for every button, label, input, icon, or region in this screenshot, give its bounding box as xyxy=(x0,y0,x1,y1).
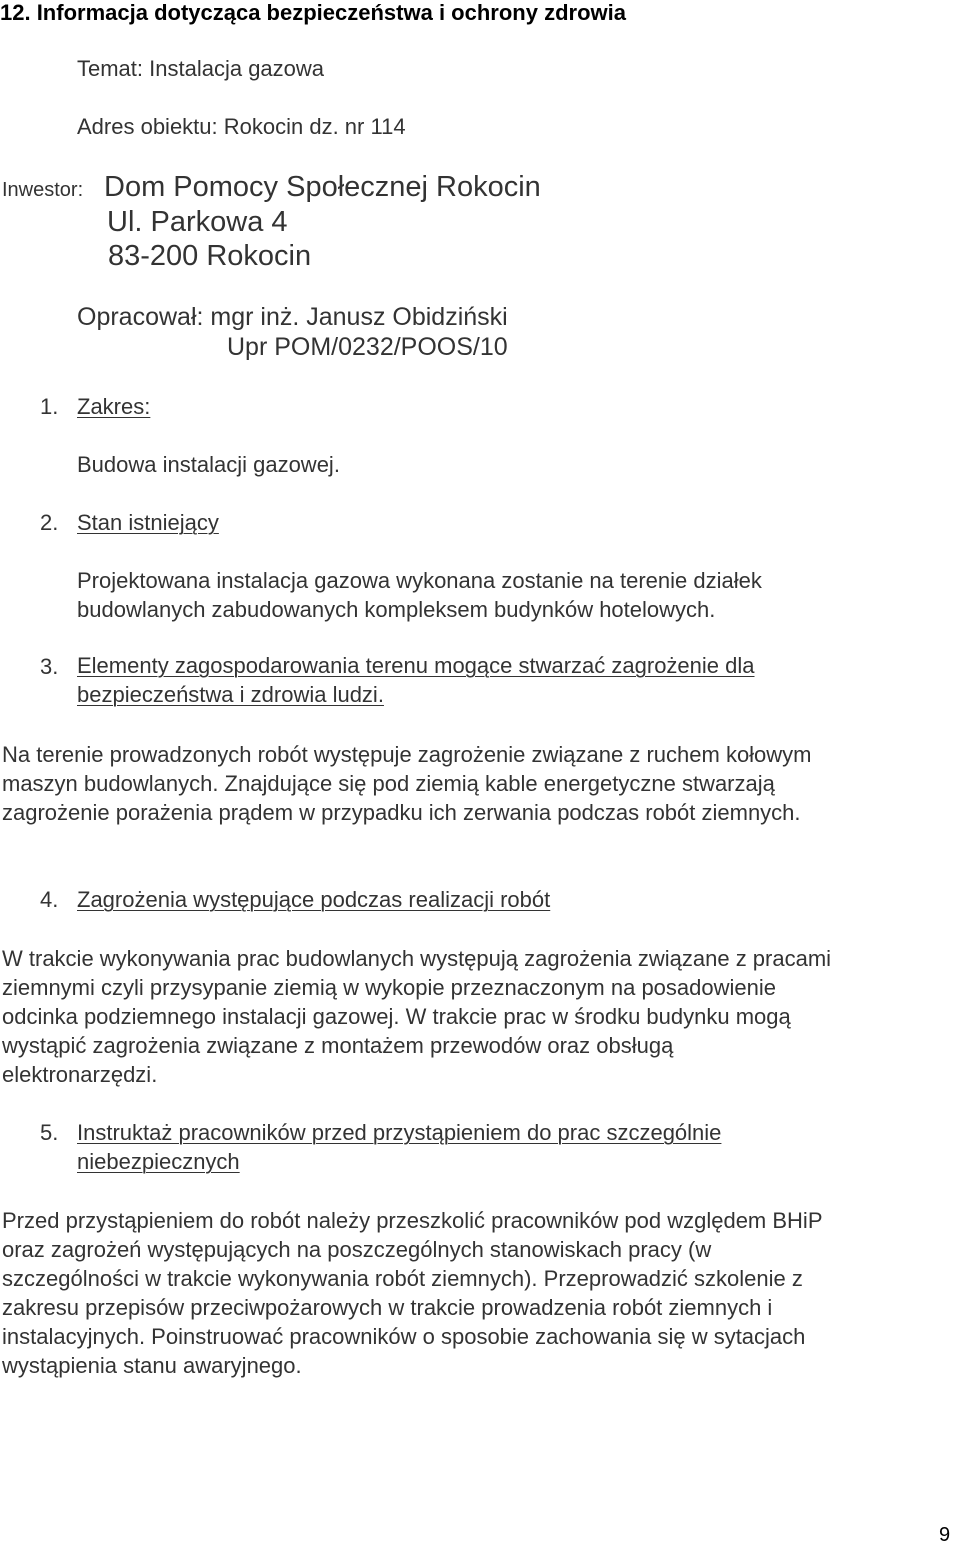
section-5-body xyxy=(2,1206,823,1380)
topic-line: Temat: Instalacja gazowa xyxy=(77,56,325,81)
section-5-body-line: Przed przystąpieniem do robót należy przeszkolić pracowników pod względem BHiP xyxy=(2,1208,823,1233)
section-2-number: 2. xyxy=(40,510,59,535)
section-3-number: 3. xyxy=(40,654,59,679)
investor-street: Ul. Parkowa 4 xyxy=(107,206,288,238)
section-3-heading xyxy=(77,651,755,709)
section-2-body-line: budowlanych zabudowanych kompleksem budynków hotelowych. xyxy=(77,597,716,622)
section-3-body-line: maszyn budowlanych. Znajdujące się pod ziemią kable energetyczne stwarzają xyxy=(2,771,775,796)
author-permit: Upr POM/0232/POOS/10 xyxy=(227,333,508,361)
section-5-body-line: zakresu przepisów przeciwpożarowych w trakcie prowadzenia robót ziemnych i xyxy=(2,1295,773,1320)
section-5-body-line: szczególności w trakcie wykonywania robót ziemnych). Przeprowadzić szkolenie z xyxy=(2,1266,803,1291)
section-4-body xyxy=(2,944,831,1089)
section-5-heading-line: niebezpiecznych xyxy=(77,1149,240,1174)
section-3-body-line: zagrożenie porażenia prądem w przypadku ich zerwania podczas robót ziemnych. xyxy=(2,800,801,825)
section-5-number: 5. xyxy=(40,1120,59,1145)
section-1-number: 1. xyxy=(40,394,59,419)
section-4-body-line: odcinka podziemnego instalacji gazowej. W trakcie prac w środku budynku mogą xyxy=(2,1004,791,1029)
section-2-body-line: Projektowana instalacja gazowa wykonana zostanie na terenie działek xyxy=(77,568,762,593)
section-4-heading: Zagrożenia występujące podczas realizacji robót xyxy=(77,887,551,912)
section-3-heading-line: Elementy zagospodarowania terenu mogące stwarzać zagrożenie dla xyxy=(77,653,755,678)
section-5-body-line: instalacyjnych. Poinstruować pracowników o sposobie zachowania się w sytacjach xyxy=(2,1324,806,1349)
section-3-heading-line: bezpieczeństwa i zdrowia ludzi. xyxy=(77,682,384,707)
section-5-body-line: wystąpienia stanu awaryjnego. xyxy=(2,1353,302,1378)
section-2-body xyxy=(77,566,762,624)
page-number: 9 xyxy=(939,1524,951,1546)
page-title: 12. Informacja dotycząca bezpieczeństwa i ochrony zdrowia xyxy=(0,0,626,25)
investor-label: Inwestor: xyxy=(2,179,84,201)
section-5-heading-line: Instruktaż pracowników przed przystąpieniem do prac szczególnie xyxy=(77,1120,722,1145)
investor-name: Dom Pomocy Społecznej Rokocin xyxy=(104,171,541,203)
section-3-body-line: Na terenie prowadzonych robót występuje zagrożenie związane z ruchem kołowym xyxy=(2,742,812,767)
section-5-heading xyxy=(77,1118,721,1176)
section-2-heading: Stan istniejący xyxy=(77,510,219,535)
section-1-heading: Zakres: xyxy=(77,394,151,419)
section-4-body-line: ziemnymi czyli przysypanie ziemią w wykopie przeznaczonym na posadowienie xyxy=(2,975,776,1000)
address-line: Adres obiektu: Rokocin dz. nr 114 xyxy=(77,114,406,139)
author-line: Opracował: mgr inż. Janusz Obidziński xyxy=(77,303,508,331)
section-3-body xyxy=(2,740,812,827)
section-4-number: 4. xyxy=(40,887,59,912)
section-4-body-line: elektronarzędzi. xyxy=(2,1062,158,1087)
section-4-body-line: wystąpić zagrożenia związane z montażem przewodów oraz obsługą xyxy=(2,1033,674,1058)
section-1-body: Budowa instalacji gazowej. xyxy=(77,452,340,477)
investor-city: 83-200 Rokocin xyxy=(108,240,312,272)
section-5-body-line: oraz zagrożeń występujących na poszczególnych stanowiskach pracy (w xyxy=(2,1237,712,1262)
section-4-body-line: W trakcie wykonywania prac budowlanych występują zagrożenia związane z pracami xyxy=(2,946,832,971)
